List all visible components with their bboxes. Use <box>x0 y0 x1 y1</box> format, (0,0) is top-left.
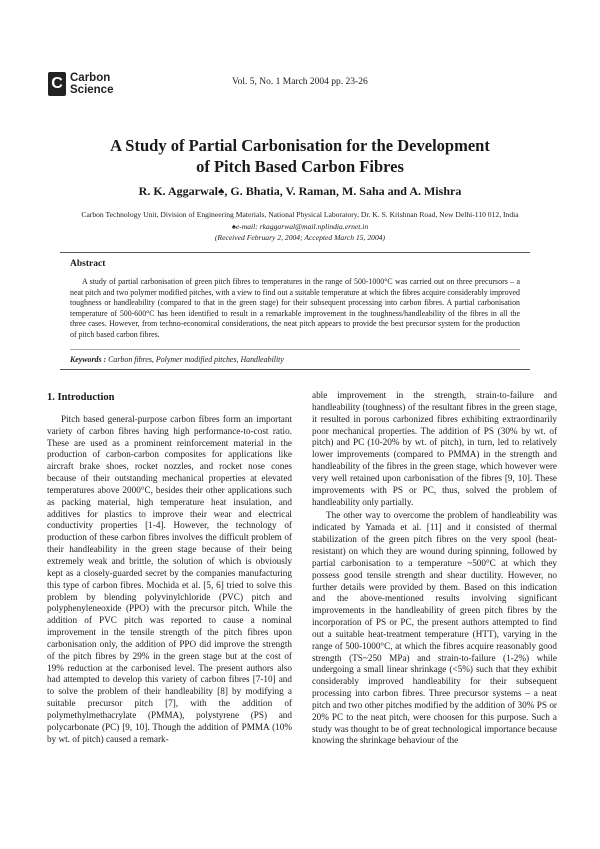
paper-title <box>40 135 560 177</box>
abstract-box <box>60 252 530 370</box>
intro-paragraph-2: The other way to overcome the problem of handleability was indicated by Yamada et al. [11] and it consisted of thermal stabilization of the green pitch fibres on the very spool (heat-resistant) on which they are wound during spinning, followed by partial carbonisation to a temperature ~500°C at which they possess good tensile strength and shear ductility. However, no further details were provided by them. Based on this indication and the above-mentioned results involving significant improvements in the handleability of green pitch fibres by the incorporation of PS or PC, the present authors attempted to find out a suitable heat-treatment temperature (HTT), varying in the range of 500-1000°C, at which the fibres acquire reasonably good strength (TS~250 MPa) and strain-to-failure (1-2%) while undergoing a small linear shrinkage (<5%) such that they exhibit considerably improved handleability for their subsequent processing into carbon fibres. Three precursor systems – a neat pitch and two other pitches modified by the addition of 30% PS or 20% PC to the neat pitch, were choosen for this purpose. Such a study was thought to be of great technological importance because knowing the shrinkage behaviour of the <box>312 510 557 746</box>
title-line-2: of Pitch Based Carbon Fibres <box>196 157 404 176</box>
abstract-heading: Abstract <box>70 259 106 269</box>
abstract-text: A study of partial carbonisation of green pitch fibres to temperatures in the range of 500-1000°C was carried out on three precursors – a neat pitch and two polymer modified pitches, with a view to find out a suitable temperature at which the fibres acquire considerably improved toughness or handleability (compared to that in the green stage) for their subsequent processing into carbon fibres. A partial carbonisation temperature of 500-600°C has been identified to result in a remarkable improvement in the toughness/handleability of the fibres in all the three cases. However, from techno-economical considerations, the neat pitch appears to provide the best precursor system for the production of pitch based carbon fibres. <box>70 277 520 339</box>
affiliation: Carbon Technology Unit, Division of Engineering Materials, National Physical Laboratory, Dr. K. S. Krishnan Road, New Delhi-110 012, India <box>81 210 519 219</box>
affiliation-block <box>40 209 560 244</box>
corresponding-email: ♠e-mail: rkaggarwal@mail.nplindia.ernet.in <box>231 221 369 231</box>
keywords-label: Keywords : <box>70 355 107 364</box>
intro-paragraph-1-continued: able improvement in the strength, strain-to-failure and handleability (toughness) of the resultant fibres in the green stage, it resulted in porous carbonized fibres exhibiting extraordinarily poor mechanical properties. The addition of PS (30% by wt. of pitch) and PC (10-20% by wt. of pitch), in turn, led to relatively lower improvements (compared to PMMA) in the strength and handleability of the fibres in the green stage, which however were very well retained upon carbonisation of the fibres [9, 10]. These improvements with PS or PC, thus, solved the problem of handleability only partially. <box>312 390 557 507</box>
logo-line-2: Science <box>70 84 114 96</box>
journal-logo <box>48 72 113 96</box>
journal-info: Vol. 5, No. 1 March 2004 pp. 23-26 <box>232 77 368 87</box>
received-dates: (Received February 2, 2004; Accepted March 15, 2004) <box>214 233 386 242</box>
journal-logo-text <box>70 72 113 96</box>
right-column <box>312 390 557 747</box>
left-column <box>47 390 292 745</box>
journal-logo-mark: C <box>48 72 66 96</box>
logo-line-1: Carbon <box>70 72 111 84</box>
keywords-list: Carbon fibres, Polymer modified pitches, Handleability <box>108 355 284 364</box>
section-heading-introduction: 1. Introduction <box>47 392 115 403</box>
keywords <box>70 349 520 364</box>
intro-paragraph-1: Pitch based general-purpose carbon fibres form an important variety of carbon fibres having high performance-to-cost ratio. These are used as a prominent reinforcement material in the production of carbon-carbon composites for applications like aircraft brake shoes, rocket nozzles, and rocket nose cones because of their outstanding mechanical properties at elevated temperatures above 2000°C, besides their other applications such as packing material, high temperature heat insulation, and additives for plastics to improve their wear and electrical conductivity properties [1-4]. However, the technology of production of these carbon fibres involves the difficult problem of their handleability in the green stage because of their being extremely weak and brittle, the solution of which is obviously kept as a closely-guarded secret by the companies manufacturing this type of carbon fibres. Mochida et al. [5, 6] tried to solve this problem by blending polyvinylchloride (PVC) pitch and polyphenyleneoxide (PPO) with the precursor pitch. While the addition of PVC pitch was reported to cause a nominal improvement in the tensile strength of the pitch fibres upon carbonisation only, the addition of PPO did improve the strength of the pitch fibres by 29% in the green stage but at the cost of 19% reduction at the carbonised level. The present authors also had attempted to develop this variety of carbon fibres [7-10] and to solve the problem of their handleability [8] by modifying a suitable precursor pitch [7], with the addition of polymethylmethacrylate (PMMA), polystyrene (PS) and polycarbonate (PC) [9, 10]. Though the addition of PMMA (10% by wt. of pitch) caused a remark- <box>47 413 292 744</box>
authors: R. K. Aggarwal♠, G. Bhatia, V. Raman, M. Saha and A. Mishra <box>138 184 462 198</box>
title-line-1: A Study of Partial Carbonisation for the Development <box>110 136 490 155</box>
